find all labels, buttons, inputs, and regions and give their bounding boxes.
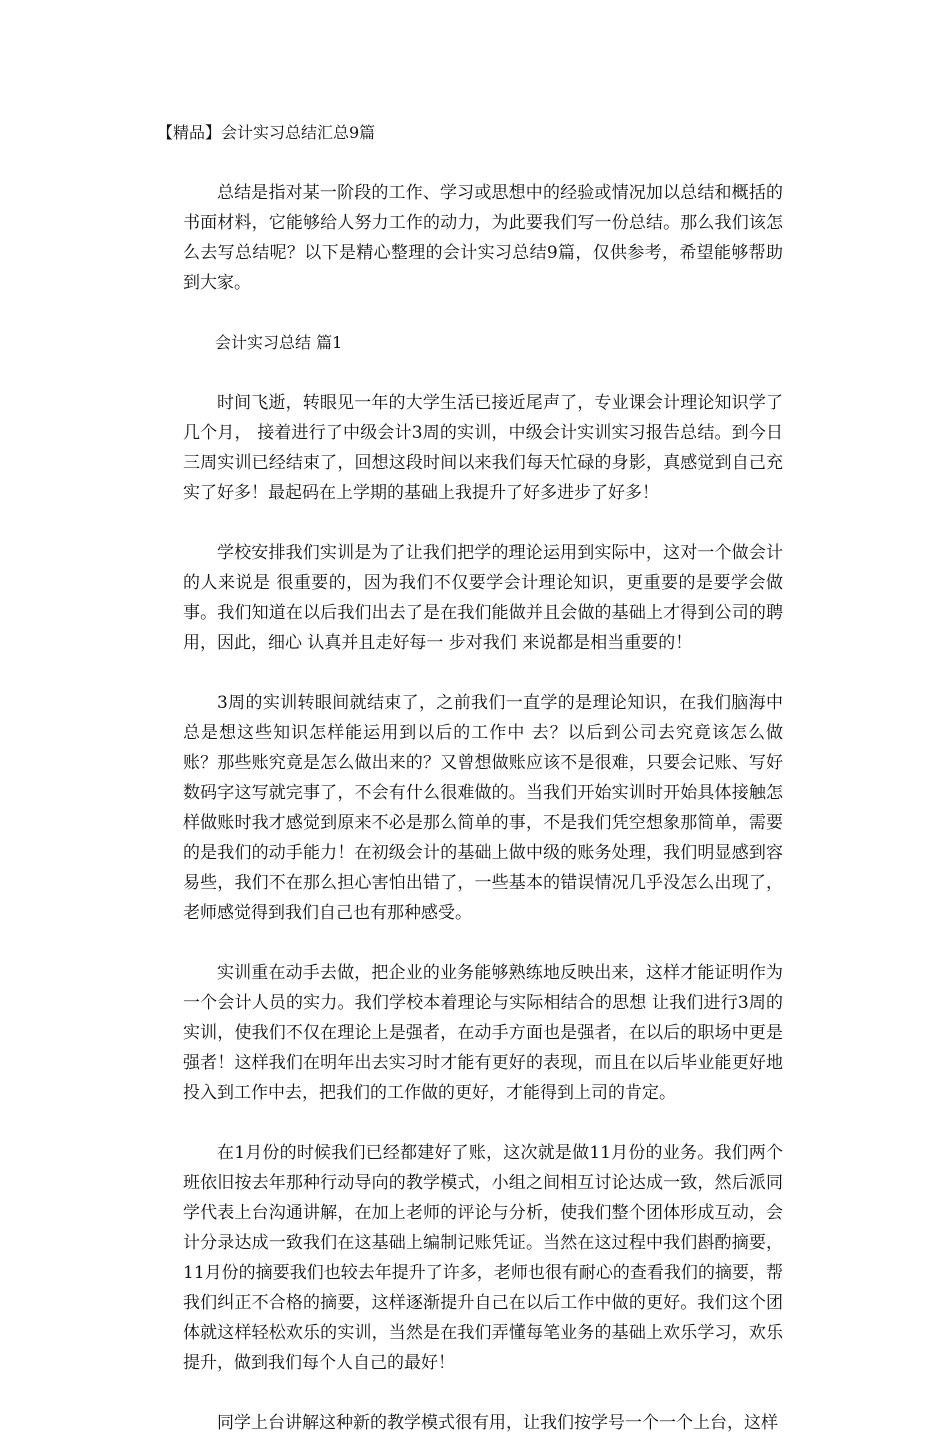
document-title: 【精品】会计实习总结汇总9篇 [157,123,376,142]
body-paragraph: 在1月份的时候我们已经都建好了账，这次就是做11月份的业务。我们两个班依旧按去年那种行动导向的教学模式，小组之间相互讨论达成一致，然后派同学代表上台沟通讲解，在加上老师的评论与分析，使我们整个团体形成互动，会计分录达成一致我们在这基础上编制记账凭证。当然在这过程中我们斟酌摘要，11月份的摘要我们也较去年提升了许多，老师也很有耐心的查看我们的摘要，帮我们纠正不合格的摘要，这样逐渐提升自己在以后工作中做的更好。我们这个团体就这样轻松欢乐的实训，当然是在我们弄懂每笔业务的基础上欢乐学习，欢乐提升，做到我们每个人自己的最好！ [183,1143,783,1373]
document-body [157,118,783,1438]
body-paragraph: 学校安排我们实训是为了让我们把学的理论运用到实际中，这对一个做会计的人来说是 很重要的，因为我们不仅要学会计理论知识，更重要的是要学会做事。我们知道在以后我们出去了是在我们能做并且会做的基础上才得到公司的聘用，因此，细心 认真并且走好每一 步对我们 来说都是相当重要的！ [183,543,783,653]
body-paragraph: 实训重在动手去做，把企业的业务能够熟练地反映出来，这样才能证明作为一个会计人员的实力。我们学校本着理论与实际相结合的思想 让我们进行3周的实训，使我们不仅在理论上是强者，在动手方面也是强者，在以后的职场中更是强者！这样我们在明年出去实习时才能有更好的表现，而且在以后毕业能更好地投入到工作中去，把我们的工作做的更好，才能得到上司的肯定。 [183,963,783,1103]
intro-paragraph: 总结是指对某一阶段的工作、学习或思想中的经验或情况加以总结和概括的书面材料，它能够给人努力工作的动力，为此要我们写一份总结。那么我们该怎么去写总结呢？以下是精心整理的会计实习总结9篇，仅供参考，希望能够帮助到大家。 [183,183,783,293]
body-paragraph: 3周的实训转眼间就结束了，之前我们一直学的是理论知识，在我们脑海中总是想这些知识怎样能运用到以后的工作中 去？以后到公司去究竟该怎么做账？那些账究竟是怎么做出来的？又曾想做账应该不是很难，只要会记账、写好数码字这写就完事了，不会有什么很难做的。当我们开始实训时开始具体接触怎样做账时我才感觉到原来不必是那么简单的事，不是我们凭空想象那简单，需要的是我们的动手能力！在初级会计的基础上做中级的账务处理，我们明显感到容易些，我们不在那么担心害怕出错了，一些基本的错误情况几乎没怎么出现了，老师感觉得到我们自己也有那种感受。 [183,693,783,923]
section-heading: 会计实习总结 篇1 [215,333,343,352]
body-paragraph: 同学上台讲解这种新的教学模式很有用，让我们按学号一个一个上台，这样 [217,1413,778,1433]
body-paragraph: 时间飞逝，转眼见一年的大学生活已接近尾声了，专业课会计理论知识学了几个月， 接着进行了中级会计3周的实训，中级会计实训实习报告总结。到今日三周实训已经结束了，回想这段时间以来我们每天忙碌的身影，真感觉到自己充实了好多！最起码在上学期的基础上我提升了好多进步了好多！ [183,393,783,503]
